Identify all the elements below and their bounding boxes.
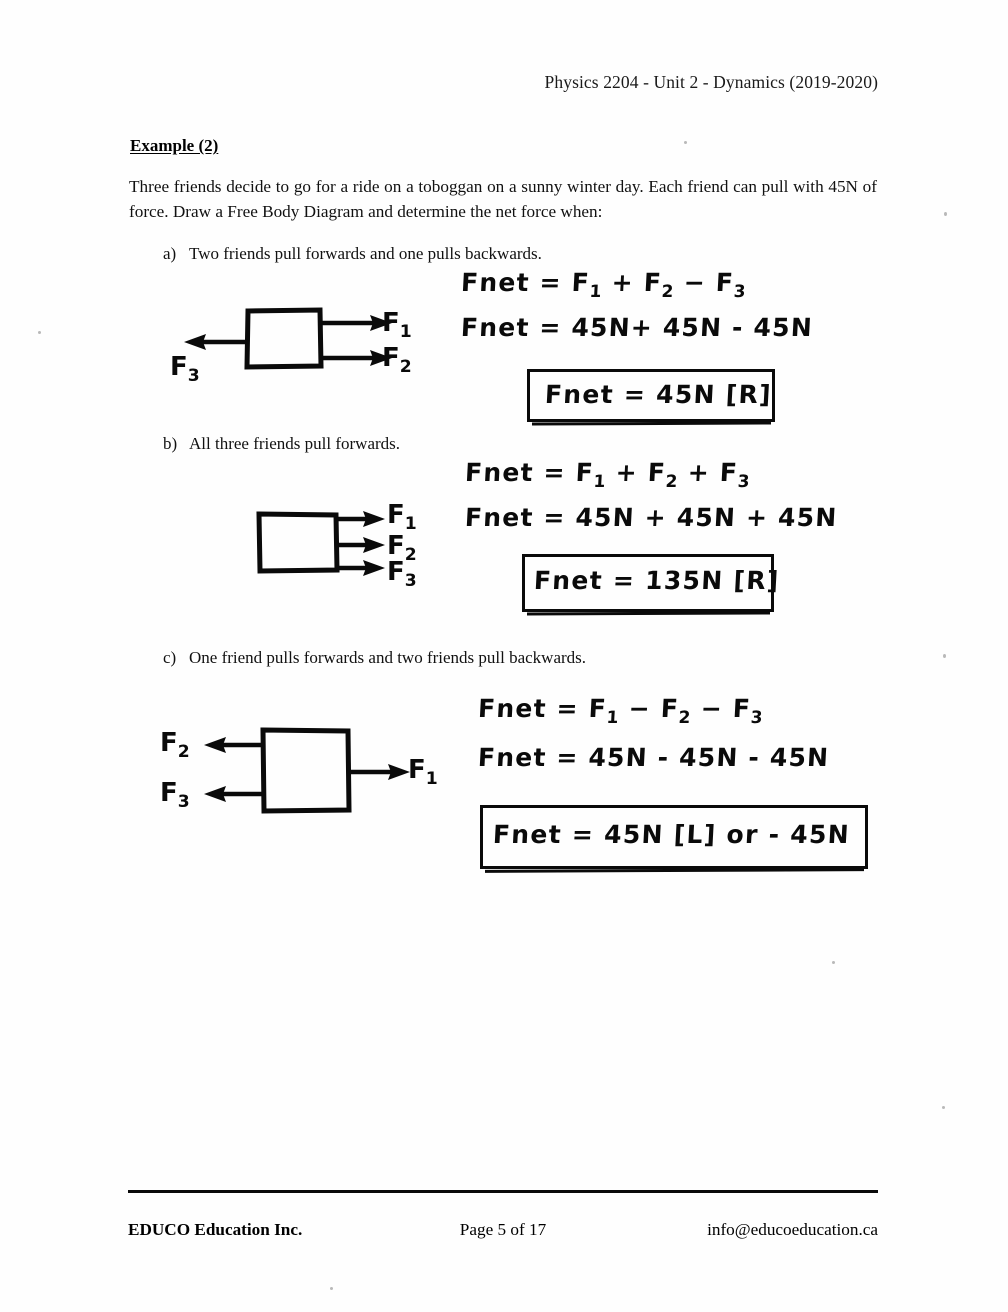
footer-company: EDUCO Education Inc. — [128, 1220, 303, 1239]
footer-email: info@educoeducation.ca — [707, 1220, 878, 1239]
part-a-marker: a) — [163, 244, 177, 263]
force-label-a-f2: $F_2$ — [382, 343, 412, 378]
scan-speck — [832, 961, 835, 964]
part-a-prompt-text: Two friends pull forwards and one pulls backwards. — [189, 244, 542, 263]
part-b-marker: b) — [163, 434, 178, 453]
example-intro-text: Three friends decide to go for a ride on a toboggan on a sunny winter day. Each friend can pull with 45N of force. Draw a Free Body Diagram and determine the net force when: — [129, 177, 877, 221]
part-c-prompt — [163, 648, 586, 668]
force-label-c-f2: $F_2$ — [160, 728, 190, 763]
scan-speck — [944, 212, 947, 216]
work-a-line1: Fnet = $F_1 + F_2 - F_3$ — [460, 268, 747, 302]
answer-c-text: Fnet = 45N [L] or - 45N — [492, 820, 851, 849]
force-label-b-f3: $F_3$ — [387, 557, 417, 592]
free-body-diagram-c — [158, 722, 418, 822]
free-body-diagram-b — [255, 505, 405, 600]
part-c-prompt-text: One friend pulls forwards and two friends pull backwards. — [189, 648, 587, 667]
work-b-line2: Fnet = 45N + 45N + 45N — [464, 503, 839, 532]
scan-speck — [38, 331, 41, 334]
scan-speck — [943, 654, 946, 658]
work-c-line1: Fnet = $F_1 - F_2 - F_3$ — [477, 694, 764, 728]
force-label-c-f3: $F_3$ — [160, 778, 190, 813]
force-label-a-f1: $F_1$ — [382, 308, 412, 343]
force-label-c-f1: $F_1$ — [408, 755, 438, 790]
scan-speck — [942, 1106, 945, 1109]
answer-a-text: Fnet = 45N [R] — [544, 380, 773, 409]
part-c-marker: c) — [163, 648, 177, 667]
force-label-a-f3: $F_3$ — [170, 352, 200, 387]
part-a-prompt — [163, 244, 542, 264]
work-b-line1: Fnet = $F_1 + F_2 + F_3$ — [464, 458, 751, 492]
running-header: Physics 2204 - Unit 2 - Dynamics (2019-2020) — [544, 72, 878, 92]
answer-b-text: Fnet = 135N [R] — [533, 566, 781, 595]
page-footer — [128, 1220, 878, 1244]
scan-speck — [684, 141, 687, 144]
work-a-line2: Fnet = 45N+ 45N - 45N — [460, 313, 814, 342]
footer-divider — [128, 1190, 878, 1193]
footer-page-number: Page 5 of 17 — [459, 1220, 547, 1239]
example-heading: Example (2) — [130, 136, 219, 155]
force-label-b-f2: $F_2$ — [387, 531, 417, 566]
scan-speck — [330, 1287, 333, 1290]
part-b-prompt-text: All three friends pull forwards. — [189, 434, 401, 453]
force-label-b-f1: $F_1$ — [387, 500, 417, 535]
work-c-line2: Fnet = 45N - 45N - 45N — [477, 743, 831, 772]
free-body-diagram-a — [180, 300, 410, 400]
part-b-prompt — [163, 434, 400, 454]
